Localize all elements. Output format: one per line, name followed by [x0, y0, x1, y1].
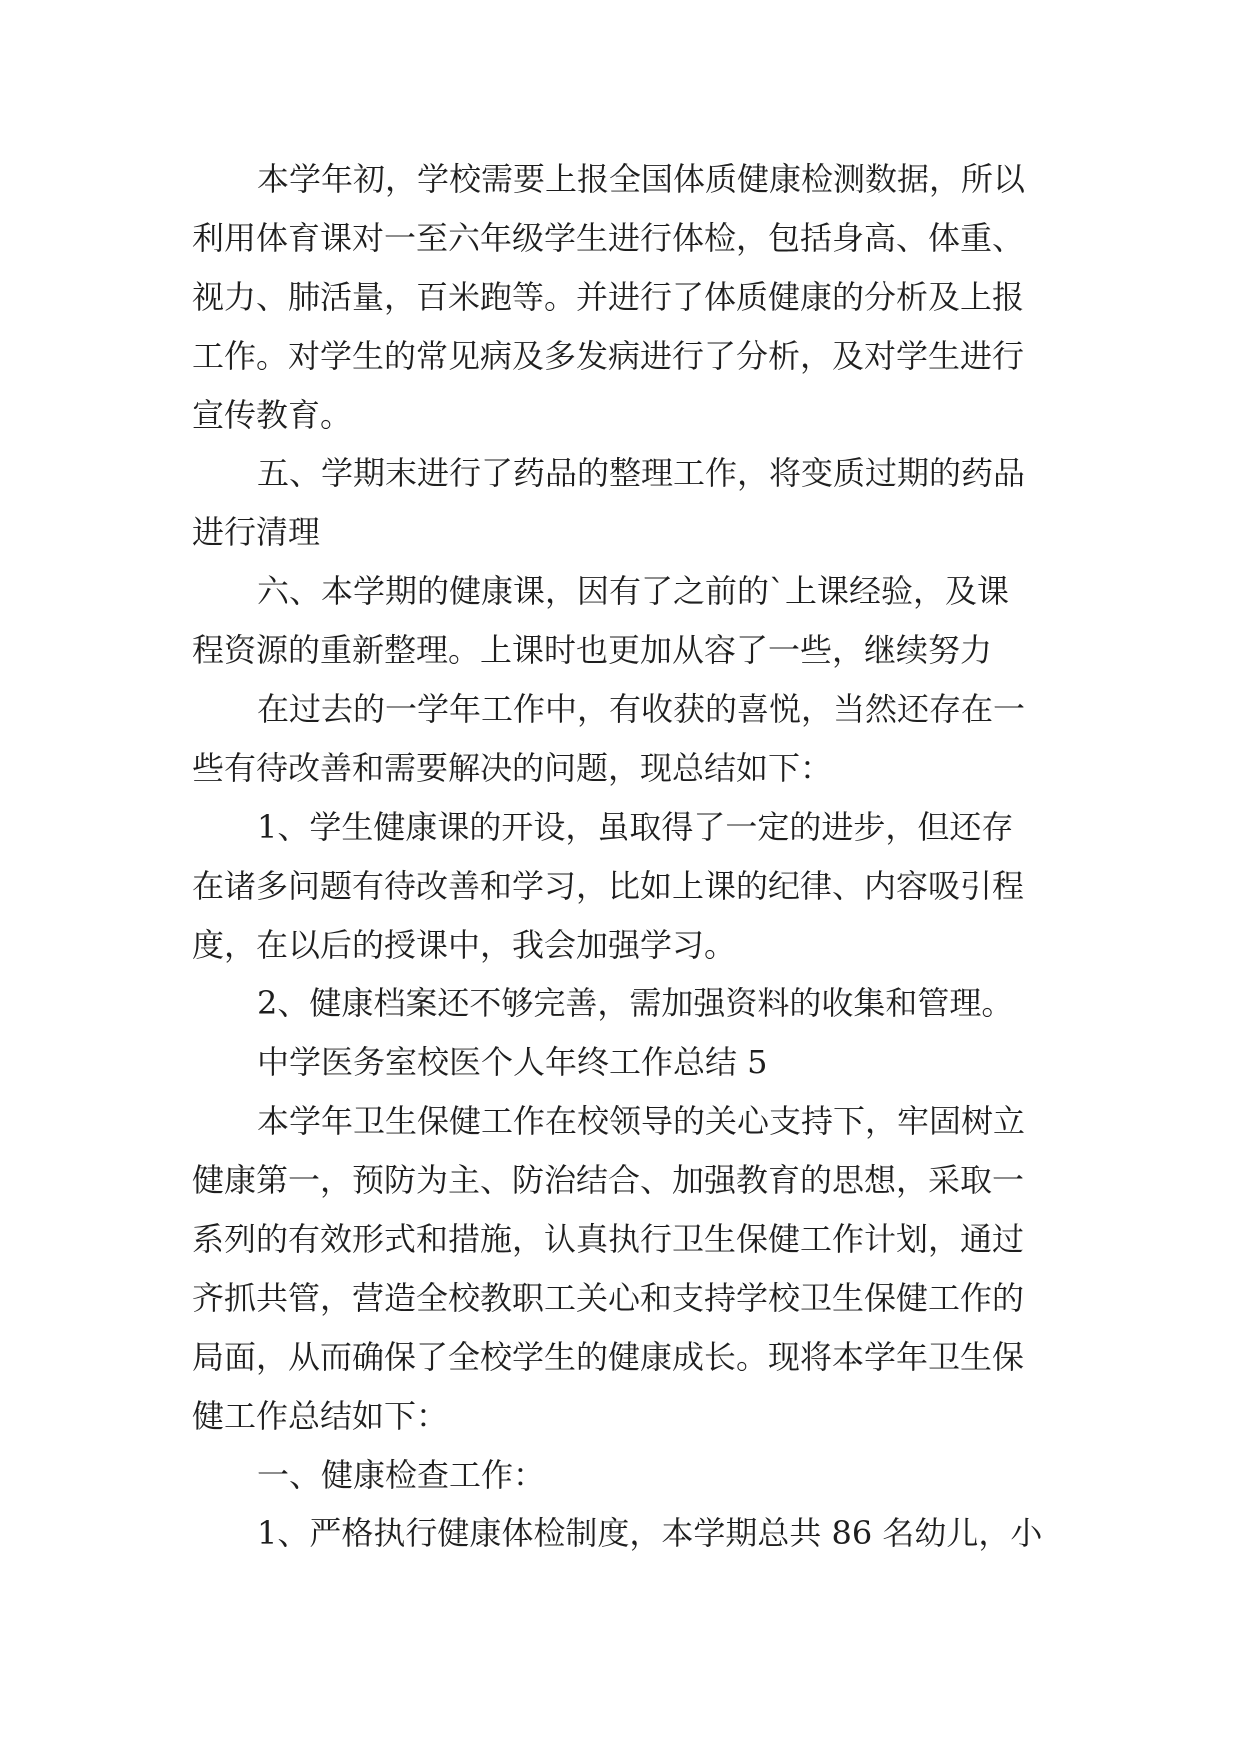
text-line: 1、学生健康课的开设，虽取得了一定的进步，但还存	[257, 807, 1014, 846]
text-line: 度，在以后的授课中，我会加强学习。	[192, 925, 737, 964]
text-line: 系列的有效形式和措施，认真执行卫生保健工作计划，通过	[192, 1220, 1025, 1259]
text-line: 中学医务室校医个人年终工作总结 5	[257, 1043, 768, 1082]
text-line: 程资源的重新整理。上课时也更加从容了一些，继续努力	[192, 631, 993, 670]
text-line: 五、学期末进行了药品的整理工作，将变质过期的药品	[257, 454, 1026, 493]
text-line: 一、健康检查工作：	[257, 1455, 546, 1494]
text-line: 六、本学期的健康课，因有了之前的`上课经验，及课	[257, 572, 1010, 611]
text-line: 进行清理	[192, 513, 321, 552]
text-line: 齐抓共管，营造全校教职工关心和支持学校卫生保健工作的	[192, 1278, 1025, 1317]
text-line: 本学年初，学校需要上报全国体质健康检测数据，所以	[257, 160, 1026, 198]
document-page	[192, 150, 1072, 1563]
text-line: 本学年卫生保健工作在校领导的关心支持下，牢固树立	[257, 1102, 1026, 1141]
text-line: 宣传教育。	[192, 395, 353, 434]
text-line: 2、健康档案还不够完善，需加强资料的收集和管理。	[257, 984, 1014, 1023]
text-line: 1、严格执行健康体检制度，本学期总共 86 名幼儿，小	[257, 1514, 1043, 1553]
text-line: 健康第一，预防为主、防治结合、加强教育的思想，采取一	[192, 1161, 1025, 1200]
text-line: 视力、肺活量，百米跑等。并进行了体质健康的分析及上报	[192, 277, 1025, 316]
text-line: 在过去的一学年工作中，有收获的喜悦，当然还存在一	[257, 690, 1026, 729]
text-line: 健工作总结如下：	[192, 1396, 449, 1435]
text-line: 些有待改善和需要解决的问题，现总结如下：	[192, 748, 833, 787]
text-line: 利用体育课对一至六年级学生进行体检，包括身高、体重、	[192, 218, 1025, 257]
text-line: 局面，从而确保了全校学生的健康成长。现将本学年卫生保	[192, 1337, 1025, 1376]
text-line: 工作。对学生的常见病及多发病进行了分析，及对学生进行	[192, 336, 1025, 375]
text-line: 在诸多问题有待改善和学习，比如上课的纪律、内容吸引程	[192, 866, 1025, 905]
